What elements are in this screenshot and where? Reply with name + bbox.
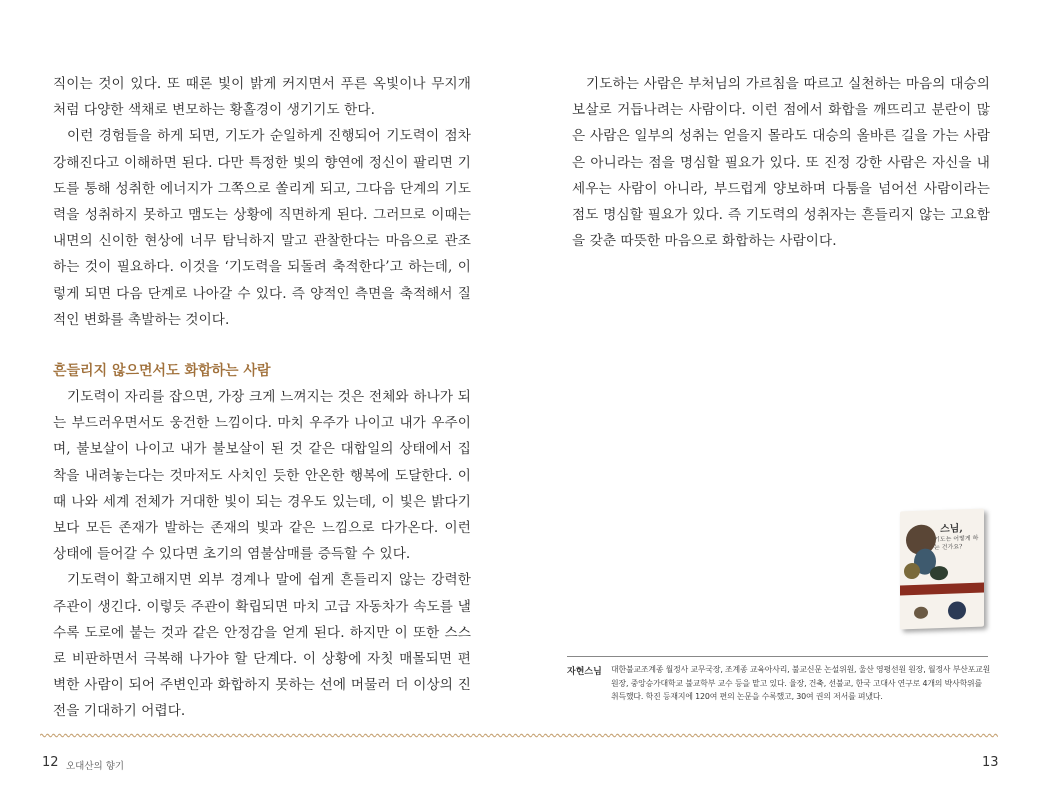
author-name: 자현스님 [567, 667, 602, 677]
page-number-right: 13 [982, 755, 999, 770]
body-paragraph: 직이는 것이 있다. 또 때론 빛이 밝게 커지면서 푸른 옥빛이나 무지개처럼 다양한 색채로 변모하는 황홀경이 생기기도 한다. [53, 76, 471, 119]
bio-divider [567, 656, 988, 657]
body-paragraph: 기도하는 사람은 부처님의 가르침을 따르고 실천하는 마음의 대승의 보살로 거듭나려는 사람이다. 이런 점에서 화합을 깨뜨리고 분란이 많은 사람은 일부의 성취는 얻을지 몰라도 대승의 올바른 길을 가는 사람은 아니라는 점을 명심할 필요가 있다. 또 진정 강한 사람은 자신을 내세우는 사람이 아니라, 부드럽게 양보하며 다툼을 넘어선 사람이라는 점도 명심할 필요가 있다. 즉 기도력의 성취자는 흔들리지 않는 고요함을 갖춘 따뜻한 마음으로 화합하는 사람이다. [572, 76, 990, 250]
book-band [900, 583, 984, 596]
left-column [53, 71, 471, 725]
body-paragraph: 기도력이 자리를 잡으면, 가장 크게 느껴지는 것은 전체와 하나가 되는 부드러우면서도 웅건한 느낌이다. 마치 우주가 나이고 내가 우주이며, 불보살이 나이고 내가 불보살이 된 것 같은 대합일의 상태에서 집착을 내려놓는다는 것마저도 사치인 듯한 안온한 행복에 도달한다. 이때 나와 세계 전체가 거대한 빛이 되는 경우도 있는데, 이 빛은 밝다기보다 모든 존재가 발하는 존재의 빛과 같은 느낌으로 다가온다. 이런 상태에 들어갈 수 있다면 초기의 염불삼매를 증득할 수 있다. [53, 389, 471, 563]
publication-name: 오대산의 향기 [66, 761, 125, 772]
book-subtitle: 기도는 어떻게 하는 건가요? [934, 534, 979, 552]
page-number-left: 12 [42, 755, 59, 770]
body-paragraph: 이런 경험들을 하게 되면, 기도가 순일하게 진행되어 기도력이 점차 강해진다고 이해하면 된다. 다만 특정한 빛의 향연에 정신이 팔리면 기도를 통해 성취한 에너지가 그쪽으로 쏠리게 되고, 그다음 단계의 기도력을 성취하지 못하고 맴도는 상황에 직면하게 된다. 그러므로 이때는 내면의 신이한 현상에 너무 탐닉하지 말고 관찰한다는 마음으로 관조하는 것이 필요하다. 이것을 ‘기도력을 되돌려 축적한다’고 하는데, 이렇게 되면 다음 단계로 나아갈 수 있다. 즉 양적인 측면을 축적해서 질적인 변화를 촉발하는 것이다. [53, 128, 471, 328]
footer-wave-divider [40, 733, 998, 738]
author-bio: 대한불교조계종 월정사 교무국장, 조계종 교육아사리, 불교신문 논설위원, 울산 영평선원 원장, 월정사 부산포교원 원장, 중앙승가대학교 불교학부 교수 등을 맡고 있다. 율장, 건축, 선불교, 한국 고대사 연구로 4개의 박사학위를 취득했다. 학진 등재지에 120여 편의 논문을 수록했고, 30여 권의 저서를 펴냈다. [611, 665, 991, 701]
book-cover-image [900, 509, 984, 630]
book-title: 스님, [940, 523, 963, 536]
body-paragraph: 기도력이 확고해지면 외부 경계나 말에 쉽게 흔들리지 않는 강력한 주관이 생긴다. 이렇듯 주관이 확립되면 마치 고급 자동차가 속도를 낼수록 도로에 붙는 것과 같은 안정감을 얻게 된다. 하지만 이 또한 스스로 비판하면서 극복해 나가야 할 단계다. 이 상황에 자칫 매몰되면 편벽한 사람이 되어 주변인과 화합하지 못하는 선에 머물러 더 이상의 진전을 기대하기 어렵다. [53, 572, 471, 720]
section-heading: 흔들리지 않으면서도 화합하는 사람 [53, 363, 271, 380]
right-column [572, 71, 990, 254]
